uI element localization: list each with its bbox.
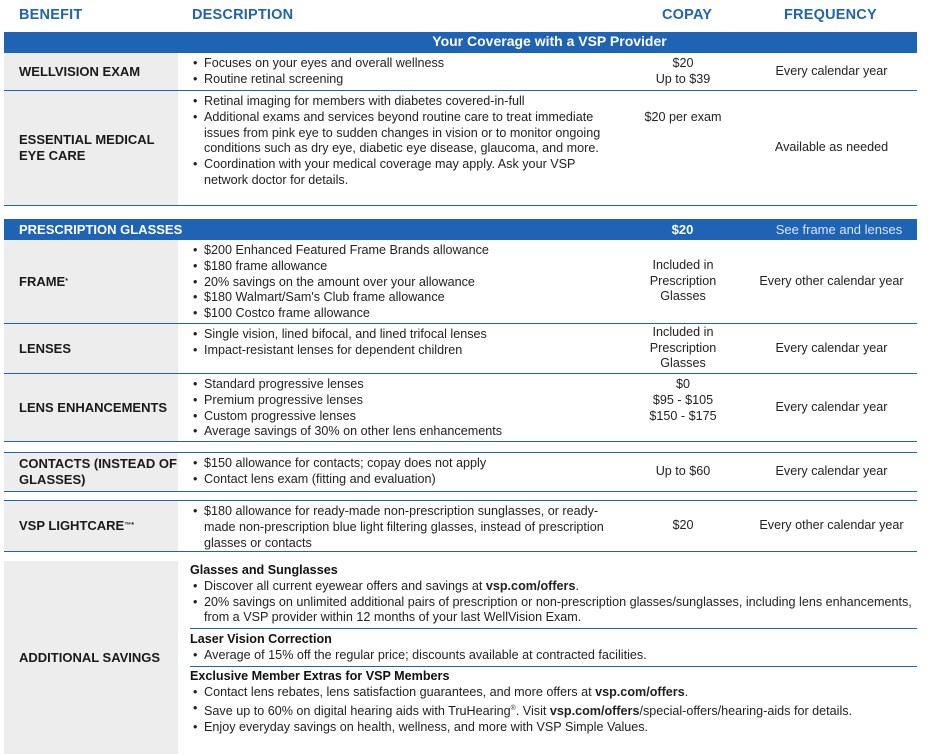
list-item: • $100 Costco frame allowance xyxy=(190,306,620,322)
wellvision-frequency: Every calendar year xyxy=(775,63,888,78)
header-description: DESCRIPTION xyxy=(192,7,294,23)
lenses-frequency: Every calendar year xyxy=(775,340,888,355)
row-lenses xyxy=(4,324,917,374)
copay-line: $0 xyxy=(675,377,690,391)
row-wellvision-exam xyxy=(4,53,917,91)
list-item: • Contact lens exam (fitting and evaluation) xyxy=(190,472,620,488)
list-item: • Average savings of 30% on other lens enhancements xyxy=(190,424,620,440)
list-item: • $200 Enhanced Featured Frame Brands allowance xyxy=(190,243,620,259)
essential-copay xyxy=(620,91,746,205)
copay-line: Included in Prescription Glasses xyxy=(649,324,717,371)
row-essential-medical-eye-care xyxy=(4,91,917,206)
copay-line: $150 - $175 xyxy=(649,408,717,423)
prescription-glasses-label: PRESCRIPTION GLASSES xyxy=(19,222,183,237)
enhancements-frequency: Every calendar year xyxy=(775,399,888,414)
header-benefit: BENEFIT xyxy=(19,7,83,23)
list-item: • Impact-resistant lenses for dependent children xyxy=(190,343,620,359)
section-laser-vision xyxy=(190,632,917,664)
divider xyxy=(190,628,917,629)
header-copay: COPAY xyxy=(662,7,713,23)
copay-line: $95 - $105 xyxy=(652,392,714,407)
row-vsp-lightcare xyxy=(4,500,917,552)
section-member-extras xyxy=(190,669,917,735)
vsp-offers-link[interactable]: vsp.com/offers xyxy=(485,578,576,593)
divider xyxy=(190,666,917,667)
copay-line: $20 per exam xyxy=(644,110,722,124)
enhancements-copay xyxy=(620,374,746,441)
copay-line: Up to $60 xyxy=(655,464,711,479)
glasses-sunglasses-title: Glasses and Sunglasses xyxy=(190,563,338,577)
list-item: • Enjoy everyday savings on health, wellness, and more with VSP Simple Values. xyxy=(190,720,917,736)
prescription-glasses-frequency: See frame and lenses xyxy=(775,222,903,237)
list-item: • $180 frame allowance xyxy=(190,259,620,275)
list-item: • Single vision, lined bifocal, and lined trifocal lenses xyxy=(190,327,620,343)
prescription-glasses-banner xyxy=(4,219,917,240)
lightcare-label: VSP LIGHTCARE ™* xyxy=(4,501,178,551)
frame-frequency: Every other calendar year xyxy=(759,273,904,288)
wellvision-label: WELLVISION EXAM xyxy=(4,53,178,90)
vsp-offers-link[interactable]: vsp.com/offers xyxy=(595,684,685,699)
copay-line: Included in Prescription Glasses xyxy=(649,257,717,304)
lightcare-frequency: Every other calendar year xyxy=(759,518,904,533)
section-glasses-sunglasses xyxy=(190,563,917,626)
wellvision-copay xyxy=(620,53,746,90)
copay-line: $20 xyxy=(672,518,694,533)
row-frame xyxy=(4,240,917,324)
prescription-glasses-copay: $20 xyxy=(671,222,694,237)
list-item: • Premium progressive lenses xyxy=(190,393,620,409)
contacts-frequency: Every calendar year xyxy=(775,464,888,479)
vsp-hearing-offers-link[interactable]: vsp.com/offers xyxy=(549,703,640,718)
list-item: • Coordination with your medical coverage may apply. Ask your VSP network doctor for details. xyxy=(190,157,620,189)
list-item: • Discover all current eyewear offers and savings at vsp.com/offers. xyxy=(190,579,917,595)
lenses-copay xyxy=(620,324,746,373)
laser-vision-title: Laser Vision Correction xyxy=(190,632,332,646)
essential-frequency: Available as needed xyxy=(774,140,889,155)
frame-label-text: FRAME xyxy=(19,273,66,289)
contacts-copay xyxy=(620,453,746,491)
list-item: • Focuses on your eyes and overall wellness xyxy=(190,56,620,72)
list-item: • Custom progressive lenses xyxy=(190,409,620,425)
list-item: • Save up to 60% on digital hearing aids with TruHearing®. Visit vsp.com/offers/special-offers/hearing-aids for details. xyxy=(190,701,917,720)
coverage-banner xyxy=(4,32,917,53)
coverage-banner-title: Your Coverage with a VSP Provider xyxy=(432,33,667,49)
list-item: • 20% savings on the amount over your allowance xyxy=(190,275,620,291)
list-item: • 20% savings on unlimited additional pairs of prescription or non-prescription glasses/sunglasses, including lens enhancements, from a VSP provider within 12 months of your last WellVision Exam. xyxy=(190,595,917,627)
list-item: • Contact lens rebates, lens satisfaction guarantees, and more offers at vsp.com/offers. xyxy=(190,685,917,701)
essential-description xyxy=(190,94,620,189)
list-item: • Retinal imaging for members with diabetes covered-in-full xyxy=(190,94,620,110)
registered-mark: ® xyxy=(510,704,516,712)
additional-label: ADDITIONAL SAVINGS xyxy=(4,561,178,754)
list-item: • Routine retinal screening xyxy=(190,72,620,88)
lightcare-copay xyxy=(620,501,746,551)
list-item: • $150 allowance for contacts; copay does not apply xyxy=(190,456,620,472)
contacts-label: CONTACTS (INSTEAD OF GLASSES) xyxy=(4,453,178,491)
lightcare-description xyxy=(190,504,620,551)
enhancements-description xyxy=(190,377,620,440)
list-item: • Average of 15% off the regular price; discounts available at contracted facilities. xyxy=(190,648,917,664)
member-extras-title: Exclusive Member Extras for VSP Members xyxy=(190,669,450,683)
row-lens-enhancements xyxy=(4,374,917,442)
lightcare-label-text: VSP LIGHTCARE xyxy=(19,518,125,533)
frame-description xyxy=(190,243,620,322)
row-additional-savings xyxy=(4,561,917,754)
essential-label: ESSENTIAL MEDICAL EYE CARE xyxy=(4,91,178,205)
header-frequency: FREQUENCY xyxy=(784,7,877,23)
list-item: • $180 allowance for ready-made non-prescription sunglasses, or ready-made non-prescription blue light filtering glasses, instead of prescription glasses or contacts xyxy=(190,504,620,551)
wellvision-description xyxy=(190,56,620,88)
contacts-description xyxy=(190,456,620,488)
enhancements-label: LENS ENHANCEMENTS xyxy=(4,374,178,441)
lenses-label: LENSES xyxy=(4,324,178,373)
copay-line: $20 xyxy=(672,55,694,70)
frame-label: FRAME * xyxy=(4,240,178,323)
frame-copay xyxy=(620,240,746,323)
list-item: • Standard progressive lenses xyxy=(190,377,620,393)
copay-line: Up to $39 xyxy=(655,71,711,86)
lenses-description xyxy=(190,327,620,359)
row-contacts xyxy=(4,452,917,492)
list-item: • $180 Walmart/Sam's Club frame allowance xyxy=(190,290,620,306)
list-item: • Additional exams and services beyond routine care to treat immediate issues from pink eye to sudden changes in vision or to monitor ongoing conditions such as dry eye, diabetic eye disease, glaucoma, and more. xyxy=(190,110,620,157)
